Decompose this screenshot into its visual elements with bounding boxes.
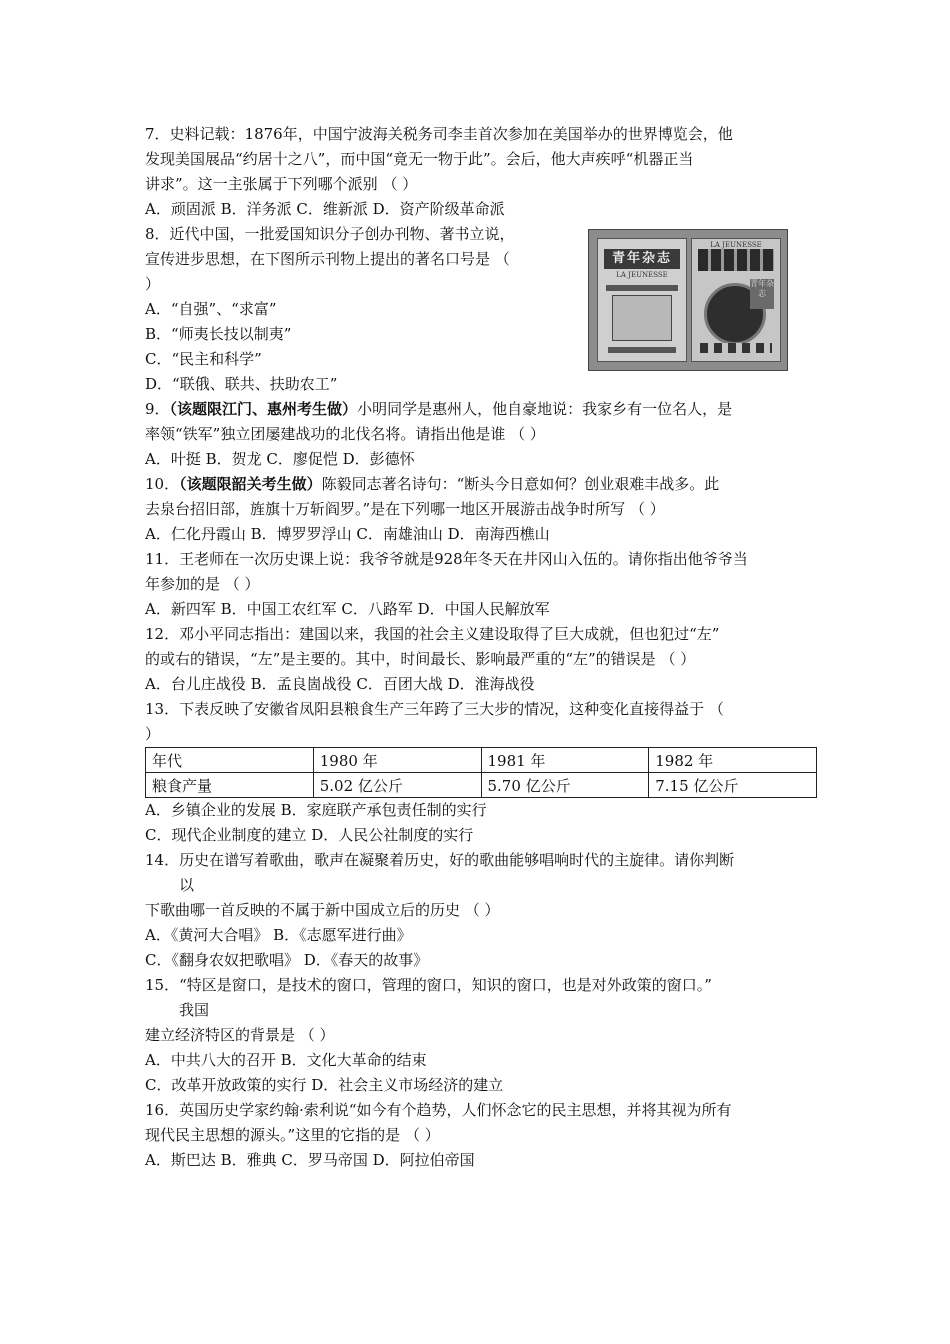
q11-line: 年参加的是 （ ） [145, 575, 260, 593]
q13-line: 13．下表反映了安徽省凤阳县粮食生产三年跨了三大步的情况，这种变化直接得益于 （ [145, 700, 724, 718]
q14-line: 以 [179, 876, 195, 894]
q13-options: C．现代企业制度的建立 D．人民公社制度的实行 [145, 826, 474, 844]
q14-line: 14．历史在谱写着歌曲，歌声在凝聚着历史，好的歌曲能够唱响时代的主旋律。请你判断 [145, 851, 735, 869]
magazine-cover-left [597, 238, 687, 362]
q10-text: 陈毅同志著名诗句：“断头今日意如何？创业艰难丰战多。此 [321, 475, 720, 493]
magazine-contents-box [612, 295, 672, 341]
table-header-cell: 1982 年 [649, 748, 817, 773]
q8-option-b: B．“师夷长技以制夷” [145, 325, 292, 343]
q8-line: 宣传进步思想，在下图所示刊物上提出的著名口号是 （ [145, 250, 510, 268]
magazine-ornament [700, 343, 772, 353]
q15-line: 我国 [179, 1001, 210, 1019]
q9-line [145, 397, 817, 422]
table-cell: 5.02 亿公斤 [313, 773, 481, 798]
q8-option-a: A．“自强”、“求富” [145, 300, 277, 318]
q7-line: 发现美国展品“约居十之八”，而中国“竟无一物于此”。会后，他大声疾呼“机器正当 [145, 150, 694, 168]
q8-line: ） [145, 275, 161, 293]
q8-option-c: C．“民主和科学” [145, 350, 262, 368]
magazine-cover-image [588, 229, 788, 371]
q14-options: A．《黄河大合唱》 B．《志愿军进行曲》 [145, 926, 412, 944]
q9-region-note: （该题限江门、惠州考生做） [169, 400, 358, 418]
magazine-rule [606, 285, 678, 291]
table-cell: 7.15 亿公斤 [649, 773, 817, 798]
table-header-cell: 1981 年 [481, 748, 649, 773]
table-cell: 粮食产量 [146, 773, 314, 798]
magazine-banner [698, 249, 774, 271]
q15-options: A．中共八大的召开 B．文化大革命的结束 [145, 1051, 427, 1069]
magazine-cover-right [691, 238, 781, 362]
q13-line: ） [145, 725, 161, 743]
magazine-subtitle: LA JEUNESSE [616, 271, 668, 279]
q10-line [145, 472, 817, 497]
table-row [146, 773, 817, 798]
q7-options: A．顽固派 B．洋务派 C．维新派 D．资产阶级革命派 [145, 200, 505, 218]
q16-line: 现代民主思想的源头。”这里的它指的是 （ ） [145, 1126, 440, 1144]
q9-text: 小明同学是惠州人，他自豪地说：我家乡有一位名人，是 [357, 400, 733, 418]
q12-line: 12．邓小平同志指出：建国以来，我国的社会主义建设取得了巨大成就，但也犯过“左” [145, 625, 720, 643]
q12-options: A．台儿庄战役 B．孟良崮战役 C．百团大战 D．淮海战役 [145, 675, 535, 693]
q9-options: A．叶挺 B．贺龙 C．廖促恺 D．彭德怀 [145, 450, 415, 468]
q11-line: 11．王老师在一次历史课上说：我爷爷就是928年冬天在井冈山入伍的。请你指出他爷爷当 [145, 550, 748, 568]
table-header-cell: 1980 年 [313, 748, 481, 773]
q10-number: 10． [145, 475, 180, 493]
magazine-subtitle: LA JEUNESSE [710, 241, 762, 249]
q10-options: A．仁化丹霞山 B．博罗罗浮山 C．南雄油山 D．南海西樵山 [145, 525, 550, 543]
magazine-title: 青年杂志 [604, 249, 680, 269]
table-cell: 5.70 亿公斤 [481, 773, 649, 798]
q16-options: A．斯巴达 B．雅典 C．罗马帝国 D．阿拉伯帝国 [145, 1151, 475, 1169]
q14-options: C．《翻身农奴把歌唱》 D．《春天的故事》 [145, 951, 429, 969]
q15-line: 15．“特区是窗口，是技术的窗口，管理的窗口，知识的窗口，也是对外政策的窗口。” [145, 976, 712, 994]
q9-number: 9． [145, 400, 170, 418]
q15-options: C．改革开放政策的实行 D．社会主义市场经济的建立 [145, 1076, 504, 1094]
grain-output-table [145, 747, 817, 798]
q10-region-note: （该题限韶关考生做） [179, 475, 322, 493]
q11-options: A．新四军 B．中国工农红军 C．八路军 D．中国人民解放军 [145, 600, 550, 618]
q14-line: 下歌曲哪一首反映的不属于新中国成立后的历史 （ ） [145, 901, 500, 919]
q7-line: 讲求”。这一主张属于下列哪个派别 （ ） [145, 175, 418, 193]
q10-line: 去泉台招旧部，旌旗十万斩阎罗。”是在下列哪一地区开展游击战争时所写 （ ） [145, 500, 665, 518]
q13-options: A．乡镇企业的发展 B．家庭联产承包责任制的实行 [145, 801, 487, 819]
q12-line: 的或右的错误，“左”是主要的。其中，时间最长、影响最严重的“左”的错误是 （ ） [145, 650, 696, 668]
table-row [146, 748, 817, 773]
q9-line: 率领“铁军”独立团屡建战功的北伐名将。请指出他是谁 （ ） [145, 425, 545, 443]
q7-line: 7．史料记载：1876年，中国宁波海关税务司李圭首次参加在美国举办的世界博览会，他 [145, 125, 733, 143]
magazine-footer [608, 347, 676, 353]
q8-line: 8．近代中国，一批爱国知识分子创办刊物、著书立说， [145, 225, 515, 243]
q16-line: 16．英国历史学家约翰·索利说“如今有个趋势，人们怀念它的民主思想，并将其视为所有 [145, 1101, 732, 1119]
q8-option-d: D．“联俄、联共、扶助农工” [145, 375, 338, 393]
table-header-cell: 年代 [146, 748, 314, 773]
magazine-label: 青年杂志 [750, 279, 774, 309]
q15-line: 建立经济特区的背景是 （ ） [145, 1026, 335, 1044]
